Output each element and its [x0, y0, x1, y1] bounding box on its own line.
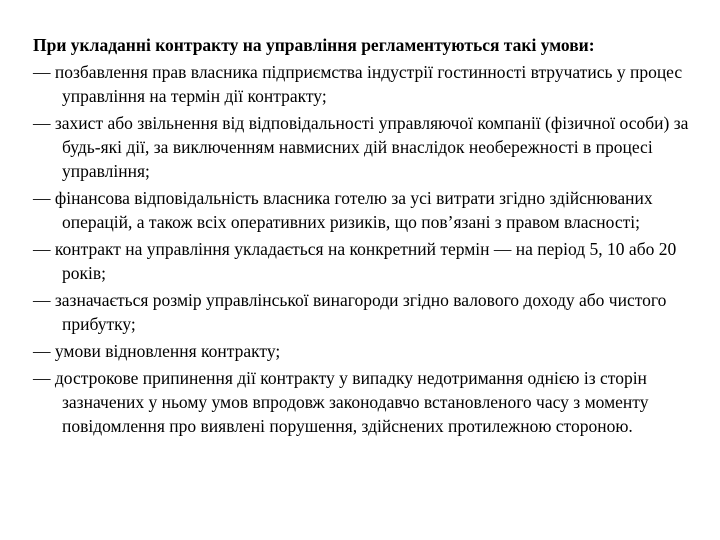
list-item-contract-term: — контракт на управління укладається на конкретний термін — на період 5, 10 або 20 років;: [33, 239, 677, 283]
list-item-contract-renewal: — умови відновлення контракту;: [33, 341, 281, 361]
list-item-early-termination: — дострокове припинення дії контракту у випадку недотримання однією із сторін зазначених у ньому умов впродовж законодавчо встановленого часу з моменту повідомлення про виявлені порушення, здійснених протилежною стороною.: [33, 368, 649, 436]
document-heading: При укладанні контракту на управління регламентуються такі умови:: [33, 35, 595, 55]
list-item-management-fee: — зазначається розмір управлінської винагороди згідно валового доходу або чистого прибутку;: [33, 290, 667, 334]
list-item-liability-protection: — захист або звільнення від відповідальності управляючої компанії (фізичної особи) за будь-які дії, за виключенням навмисних дій внаслідок необережності в процесі управління;: [33, 113, 689, 181]
document-body: [33, 33, 693, 441]
list-item-owner-rights: — позбавлення прав власника підприємства індустрії гостинності втручатись у процес управління на термін дії контракту;: [33, 62, 683, 106]
list-item-financial-responsibility: — фінансова відповідальність власника готелю за усі витрати згідно здійснюваних операцій, а також всіх оперативних ризиків, що пов’язані з правом власності;: [33, 188, 653, 232]
